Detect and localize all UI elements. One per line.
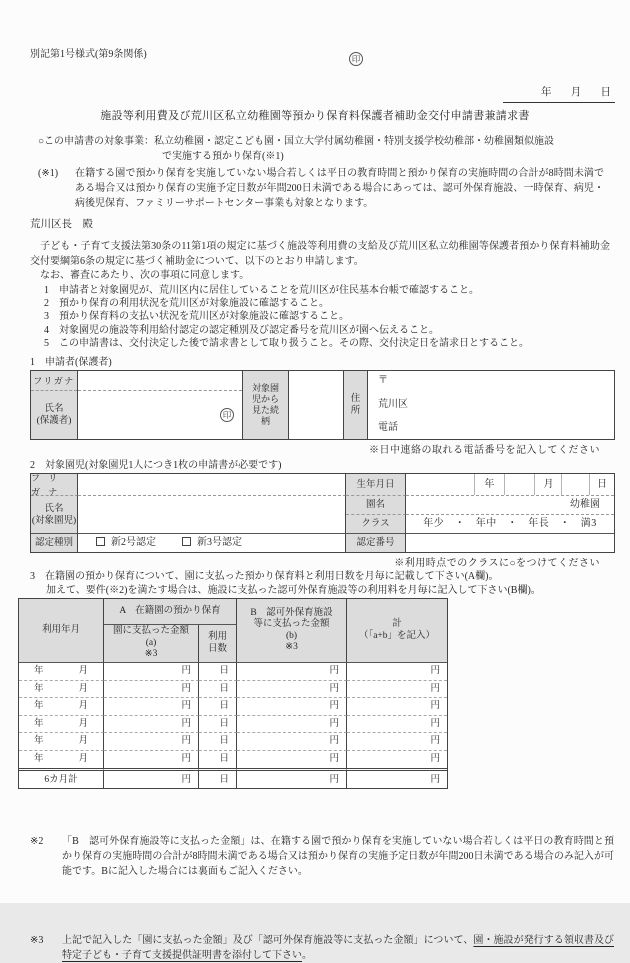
- cert-option-2[interactable]: 新3号認定: [182, 536, 242, 550]
- month-field[interactable]: 年 月: [19, 681, 104, 699]
- six-month-total-label: 6カ月計: [19, 768, 104, 788]
- class-options[interactable]: 年少 ・ 年中 ・ 年長 ・ 満3: [406, 515, 614, 534]
- date-day-label: 日: [600, 87, 611, 98]
- child-furigana-label: フ リ ガ ナ: [31, 474, 78, 496]
- total-field[interactable]: 円: [347, 681, 447, 699]
- postal-mark: 〒: [378, 375, 388, 386]
- total-field[interactable]: 円: [430, 754, 440, 765]
- amount-a-field[interactable]: 円: [104, 751, 199, 769]
- total-amount-b-field[interactable]: 円: [237, 768, 347, 788]
- col-total-header: 計 （「a+b」を記入）: [347, 599, 447, 663]
- applicant-table: [30, 370, 615, 440]
- applicant-name-label: 氏名 (保護者): [36, 404, 72, 426]
- city-label: 荒川区: [378, 398, 408, 410]
- total-days-field[interactable]: 日: [199, 768, 237, 788]
- date-month-label: 月: [570, 87, 582, 98]
- total-field[interactable]: 円: [347, 716, 447, 734]
- month-field[interactable]: 年 月: [19, 751, 104, 769]
- note-3-text: 上記で記入した「園に支払った金額」及び「認可外保育施設等に支払った金額」について、園・施設が発行する領収書及び特定子ども・子育て支援提供証明書を添付して下さい。: [62, 935, 614, 961]
- cert-no-label: 認定番号: [346, 534, 406, 552]
- address-label-cell: 住所: [344, 371, 368, 439]
- birthdate-label: 生年月日: [346, 474, 406, 496]
- class-note: ※利用時点でのクラスに○をつけてください: [394, 558, 600, 569]
- col-b-header: B 認可外保育施設 等に支払った金額 (b) ※3: [237, 599, 347, 663]
- applicant-furigana-field[interactable]: [78, 371, 242, 391]
- note-3-underlined-text: 園・施設が発行する領収書及び特定子ども・子育て支援提供証明書を添付して下さい: [62, 935, 614, 961]
- section3-heading-line2: 加えて、要件(※2)を満たす場合は、施設に支払った認可外保育施設等の利用料を月毎に記入して下さい(B欄)。: [46, 585, 541, 596]
- address-field[interactable]: [368, 371, 614, 439]
- amount-a-field[interactable]: 円: [104, 681, 199, 699]
- garden-suffix: 幼稚園: [570, 499, 600, 510]
- col-a-amount-header: 園に支払った金額 (a) ※3: [104, 625, 199, 663]
- furigana-label: フリガナ: [31, 371, 77, 391]
- consent-list: [44, 284, 529, 350]
- relation-label-cell: 対象園児から見た続柄: [243, 371, 289, 439]
- child-furigana-field[interactable]: [78, 474, 346, 496]
- days-field[interactable]: 日: [199, 698, 237, 716]
- form-title: 施設等利用費及び荒川区私立幼稚園等預かり保育料保護者補助金交付申請書兼請求書: [100, 110, 530, 122]
- month-field[interactable]: 年 月: [19, 698, 104, 716]
- amount-b-field[interactable]: 円: [237, 733, 347, 751]
- target-business-line1: ○この申請書の対象事業：私立幼稚園・認定こども園・国立大学付属幼稚園・特別支援学校幼稚部・幼稚園類似施設: [38, 136, 555, 147]
- form-code: 別記第1号様式(第9条関係): [30, 49, 147, 60]
- date-year-label: 年: [541, 87, 552, 98]
- days-field[interactable]: 日: [199, 663, 237, 681]
- addressee: 荒川区長 殿: [30, 219, 93, 230]
- col-group-a: A 在籍園の預かり保育: [104, 599, 237, 625]
- days-field[interactable]: 日: [199, 716, 237, 734]
- total-field[interactable]: 円: [347, 698, 447, 716]
- cert-type-options: [78, 534, 346, 552]
- applicant-input-column: [78, 371, 243, 439]
- amount-b-field[interactable]: 円: [237, 681, 347, 699]
- section2-heading: 2 対象園児(対象園児1人につき1枚の申請書が必要です): [30, 460, 282, 471]
- total-field[interactable]: 円: [347, 733, 447, 751]
- note-3: [30, 933, 614, 963]
- grand-total-field[interactable]: 円: [347, 768, 447, 788]
- child-table: [30, 473, 615, 553]
- cert-option-1[interactable]: 新2号認定: [96, 536, 156, 550]
- amount-a-field[interactable]: 円: [104, 663, 199, 681]
- note-1-text: 在籍する園で預かり保育を実施していない場合若しくは平日の教育時間と預かり保育の実施時間の合計が8時間未満である場合又は預かり保育の実施予定日数が年間200日未満である場合にあっては、認可外保育施設、一時保育、病児・病後児保育、ファミリーサポートセンター事業も対象となります。: [75, 168, 604, 209]
- amount-a-field[interactable]: 円: [104, 698, 199, 716]
- phone-label: 電話: [378, 422, 398, 433]
- consent-item: 5 この申請書は、交付決定した後で請求書として取り扱うこと。その際、交付決定日を請求日とすること。: [44, 337, 529, 349]
- month-field[interactable]: 年 月: [19, 663, 104, 681]
- application-paragraph: 子ども・子育て支援法第30条の11第1項の規定に基づく施設等利用費の支給及び荒川区私立幼稚園等保護者預かり保育料補助金交付要綱第6条の規定に基づく補助金について、以下のとおり申請します。: [30, 241, 610, 267]
- consent-item: 2 預かり保育の利用状況を荒川区が対象施設に確認すること。: [44, 298, 329, 310]
- days-field[interactable]: 日: [199, 681, 237, 699]
- cert-type-label: 認定種別: [31, 534, 78, 552]
- amount-b-field[interactable]: 円: [237, 751, 347, 769]
- target-business-line2: で実施する預かり保育(※1): [162, 151, 284, 162]
- phone-note: ※日中連絡の取れる電話番号を記入してください: [369, 445, 600, 456]
- days-field[interactable]: 日: [199, 733, 237, 751]
- month-field[interactable]: 年 月: [19, 733, 104, 751]
- child-name-label: 氏名 (対象園児): [31, 496, 78, 534]
- seal-icon: 印: [220, 408, 234, 422]
- col-usage-month: 利用年月: [19, 599, 104, 663]
- consent-item: 4 対象園児の施設等利用給付認定の認定種別及び認定番号を荒川区が園へ伝えること。: [44, 324, 439, 336]
- birth-month-field[interactable]: [504, 474, 535, 495]
- note-3-label: ※3: [30, 935, 44, 946]
- birth-day-unit: 日: [589, 474, 614, 495]
- applicant-name-field[interactable]: [78, 391, 242, 439]
- seal-icon: 印: [349, 52, 363, 66]
- amount-b-field[interactable]: 円: [237, 716, 347, 734]
- amount-b-field[interactable]: 円: [237, 663, 347, 681]
- cert-no-field[interactable]: [406, 534, 614, 552]
- note-2-label: ※2: [30, 836, 44, 847]
- col-days-header: 利用 日数: [199, 625, 237, 663]
- payment-table: [18, 598, 448, 789]
- amount-a-field[interactable]: 円: [104, 716, 199, 734]
- month-field[interactable]: 年 月: [19, 716, 104, 734]
- child-name-field[interactable]: [78, 496, 346, 534]
- checkbox-new3-icon[interactable]: [182, 537, 191, 546]
- note-1-label: (※1): [38, 168, 59, 179]
- note-2: [30, 834, 614, 879]
- consent-item: 1 申請者と対象園児が、荒川区内に居住していることを荒川区が住民基本台帳で確認すること。: [44, 285, 479, 296]
- garden-name-field[interactable]: [406, 496, 614, 515]
- section1-heading: 1 申請者(保護者): [30, 357, 112, 368]
- section3-heading-line1: 3 在籍園の預かり保育について、園に支払った預かり保育料と利用日数を月毎に記載して下さい(A欄)。: [30, 571, 499, 582]
- birth-year-unit: 年: [474, 474, 504, 495]
- consent-item: 3 預かり保育料の支払い状況を荒川区が対象施設に確認すること。: [44, 311, 349, 323]
- birth-day-field[interactable]: [561, 474, 589, 495]
- consent-intro: なお、審査にあたり、次の事項に同意します。: [30, 270, 250, 281]
- class-label: クラス: [346, 515, 406, 534]
- days-field[interactable]: 日: [199, 751, 237, 769]
- birthdate-field[interactable]: [406, 474, 614, 496]
- birth-year-field[interactable]: [406, 474, 474, 495]
- note-2-text: 「B 認可外保育施設等に支払った金額」は、在籍する園で預かり保育を実施していない場合若しくは平日の教育時間と預かり保育の実施時間の合計が8時間未満である場合又は預かり保育の実施予定日数が年間200日未満である場合のみ記入が可能です。Bに記入した場合には裏面もご記入ください。: [62, 836, 614, 877]
- amount-b-field[interactable]: 円: [237, 698, 347, 716]
- note-1: [38, 166, 604, 211]
- total-field[interactable]: 円: [347, 663, 447, 681]
- relation-field[interactable]: [289, 371, 344, 439]
- birth-month-unit: 月: [534, 474, 561, 495]
- applicant-label-column: [31, 371, 78, 439]
- date-line[interactable]: [503, 86, 615, 103]
- total-amount-a-field[interactable]: 円: [104, 768, 199, 788]
- checkbox-new2-icon[interactable]: [96, 537, 105, 546]
- garden-label: 園名: [346, 496, 406, 515]
- amount-a-field[interactable]: 円: [104, 733, 199, 751]
